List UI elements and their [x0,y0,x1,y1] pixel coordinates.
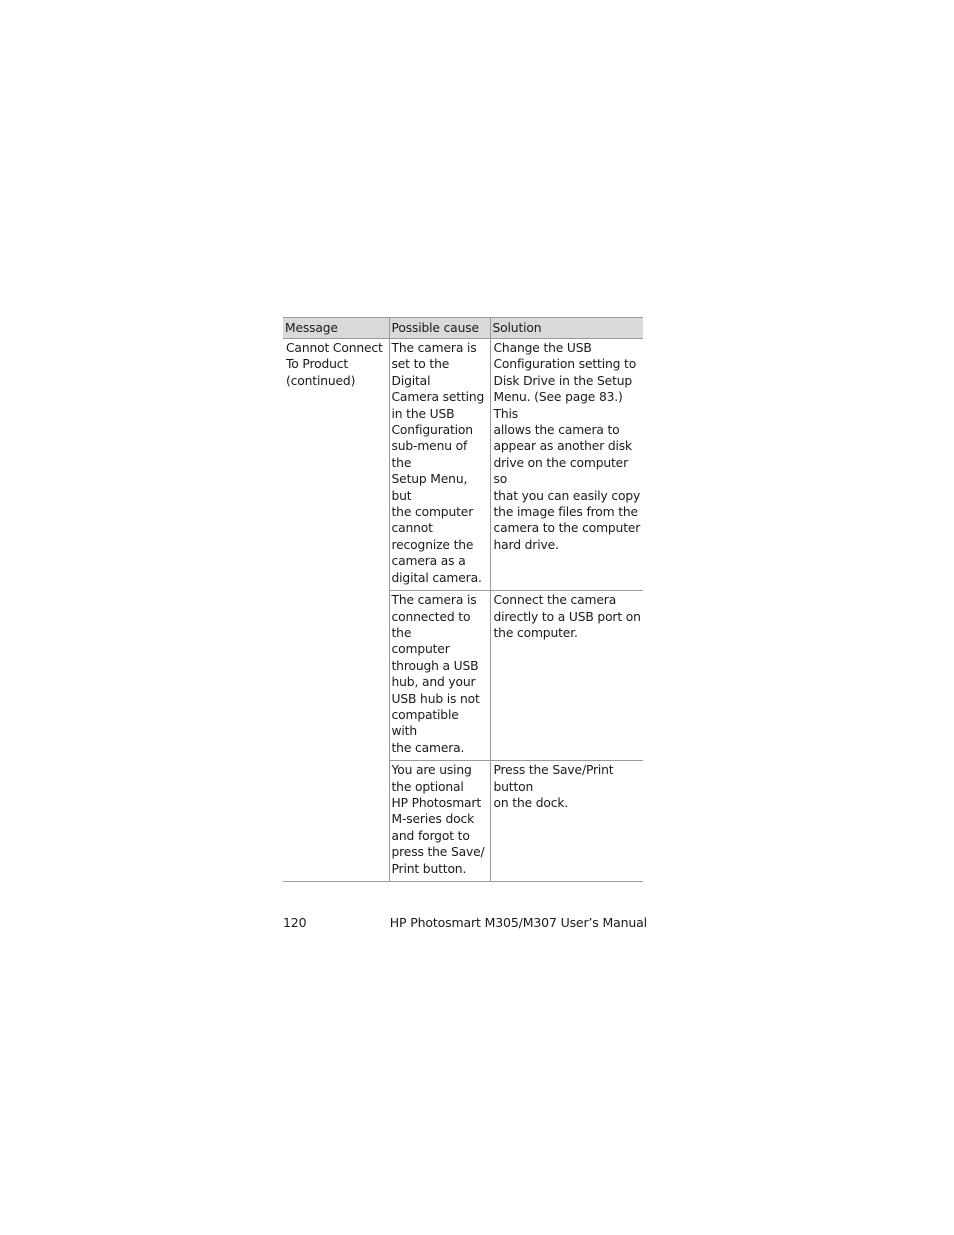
solution-cell [490,339,643,591]
message-cell [283,339,389,882]
cause-text: The camera is set to the Digital Camera setting in the USB Configuration sub-menu of the Setup Menu, but the computer cannot recognize the camera as a digital camera. [391,341,485,585]
cause-text: You are using the optional HP Photosmart M-series dock and forgot to press the Save/ Print button. [391,763,485,876]
solution-cell [490,591,643,761]
table-row [283,339,643,591]
header-message: Message [283,318,389,339]
solution-text: Press the Save/Print button on the dock. [493,763,614,810]
solution-text: Connect the camera directly to a USB port on the computer. [493,593,641,640]
cause-cell [389,761,490,882]
solution-cell [490,761,643,882]
solution-text: Change the USB Configuration setting to Disk Drive in the Setup Menu. (See page 83.) This allows the camera to appear as another disk drive on the computer so that you can easily copy the image files from the camera to the computer hard drive. [493,341,641,552]
message-text: Cannot Connect To Product (continued) [286,341,383,388]
cause-cell [389,591,490,761]
cause-text: The camera is connected to the computer through a USB hub, and your USB hub is not compatible with the camera. [391,593,480,755]
header-possible-cause: Possible cause [389,318,490,339]
page-number: 120 [283,915,307,930]
cause-cell [389,339,490,591]
table-header-row [283,318,643,339]
header-solution: Solution [490,318,643,339]
manual-title: HP Photosmart M305/M307 User’s Manual [389,915,647,930]
troubleshooting-table [283,317,643,882]
